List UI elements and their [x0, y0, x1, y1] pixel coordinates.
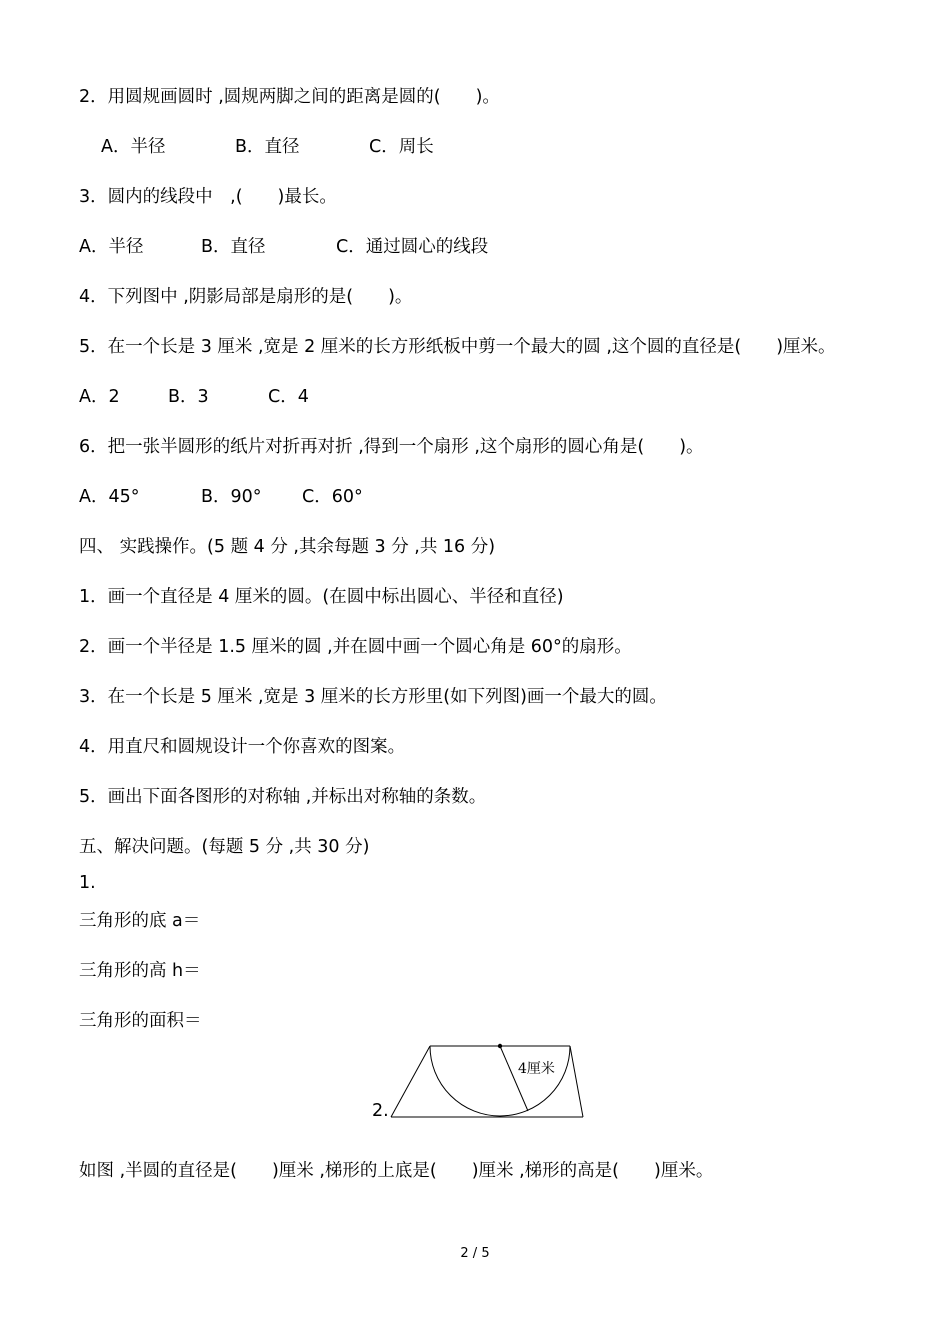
page-number: 2 / 5	[460, 1246, 490, 1261]
triangle-area: 三角形的面积＝	[79, 1011, 202, 1031]
question-5-1-number: 1.	[79, 873, 96, 893]
option-c: C．周长	[369, 137, 434, 157]
trapezoid-left-edge	[391, 1046, 430, 1117]
radius-line	[500, 1046, 528, 1111]
trapezoid-semicircle-figure	[388, 1043, 588, 1123]
section-4-item: 1．画一个直径是 4 厘米的圆。(在圆中标出圆心、半径和直径)	[79, 587, 564, 607]
option-a: A．2	[79, 387, 120, 407]
section-4-item: 5．画出下面各图形的对称轴 ,并标出对称轴的条数。	[79, 787, 487, 807]
question-5-2: 如图 ,半圆的直径是( )厘米 ,梯形的上底是( )厘米 ,梯形的高是( )厘米。	[79, 1161, 714, 1181]
option-c: C．4	[268, 387, 309, 407]
option-b: B．90°	[201, 487, 262, 507]
option-b: B．3	[168, 387, 209, 407]
section-4-item: 3．在一个长是 5 厘米 ,宽是 3 厘米的长方形里(如下列图)画一个最大的圆。	[79, 687, 667, 707]
option-c: C．通过圆心的线段	[336, 237, 489, 257]
question-3-2: 2．用圆规画圆时 ,圆规两脚之间的距离是圆的( )。	[79, 87, 500, 107]
question-3-5: 5．在一个长是 3 厘米 ,宽是 2 厘米的长方形纸板中剪一个最大的圆 ,这个圆的直径是( )厘米。	[79, 337, 836, 357]
section-4-item: 2．画一个半径是 1.5 厘米的圆 ,并在圆中画一个圆心角是 60°的扇形。	[79, 637, 632, 657]
radius-label: 4厘米	[518, 1061, 555, 1077]
option-b: B．直径	[235, 137, 300, 157]
triangle-height: 三角形的高 h＝	[79, 961, 201, 981]
option-a: A．半径	[79, 237, 144, 257]
section-5-heading: 五、解决问题。(每题 5 分 ,共 30 分)	[79, 837, 370, 857]
option-a: A．45°	[79, 487, 140, 507]
option-c: C．60°	[302, 487, 363, 507]
option-b: B．直径	[201, 237, 266, 257]
question-5-2-number: 2.	[372, 1101, 389, 1121]
option-a: A．半径	[101, 137, 166, 157]
question-3-3: 3．圆内的线段中 ,( )最长。	[79, 187, 337, 207]
section-4-heading: 四、 实践操作。(5 题 4 分 ,其余每题 3 分 ,共 16 分)	[79, 537, 496, 557]
question-3-4: 4．下列图中 ,阴影局部是扇形的是( )。	[79, 287, 413, 307]
question-3-6: 6．把一张半圆形的纸片对折再对折 ,得到一个扇形 ,这个扇形的圆心角是( )。	[79, 437, 704, 457]
center-point	[498, 1044, 502, 1048]
triangle-base: 三角形的底 a＝	[79, 911, 201, 931]
trapezoid-right-edge	[570, 1046, 583, 1117]
semicircle-arc	[430, 1046, 570, 1116]
section-4-item: 4．用直尺和圆规设计一个你喜欢的图案。	[79, 737, 406, 757]
